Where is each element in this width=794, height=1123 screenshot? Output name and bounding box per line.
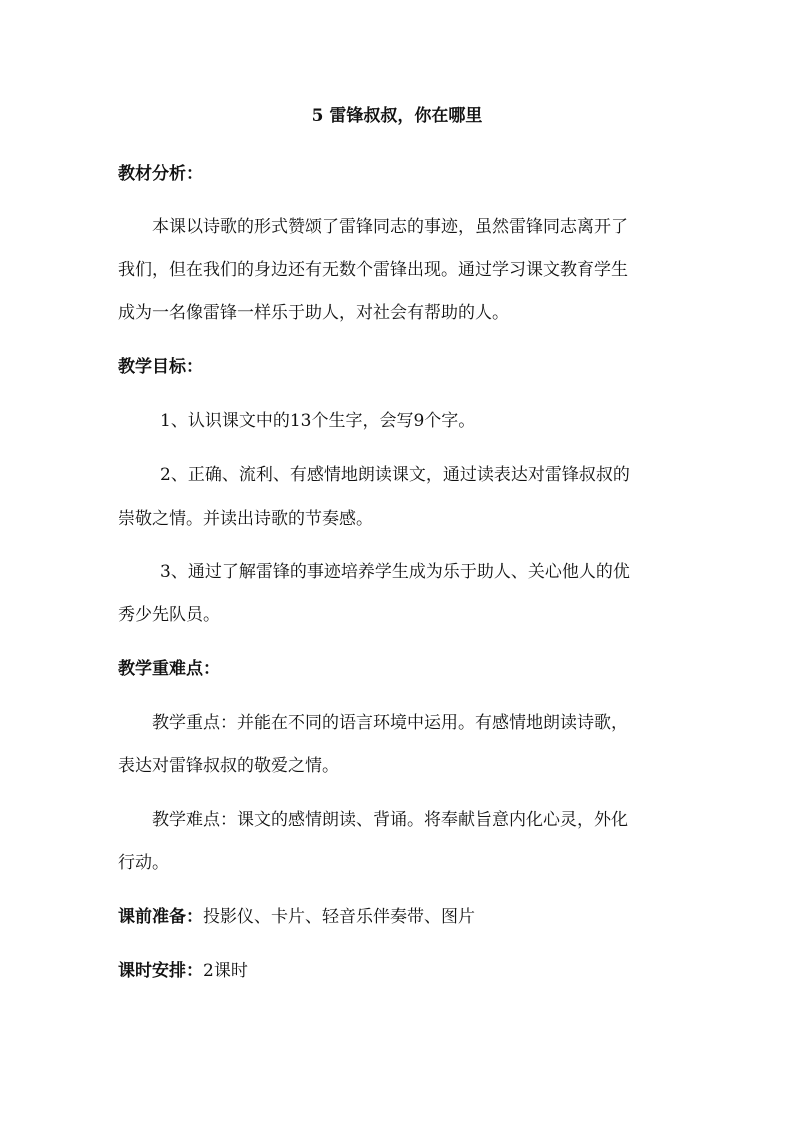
paragraph-line: 我们，但在我们的身边还有无数个雷锋出现。通过学习课文教育学生 [118, 260, 628, 280]
difficulty-line: 教学难点：课文的感情朗读、背诵。将奉献旨意内化心灵，外化 [152, 810, 628, 830]
difficulty-line: 行动。 [118, 853, 169, 873]
page-title: 5 雷锋叔叔，你在哪里 [311, 106, 483, 126]
goal-item-3: 3、通过了解雷锋的事迹培养学生成为乐于助人、关心他人的优 [160, 562, 630, 582]
keypoint-line: 教学重点：并能在不同的语言环境中运用。有感情地朗读诗歌， [152, 713, 628, 733]
goal-item-2-cont: 崇敬之情。并读出诗歌的节奏感。 [118, 509, 373, 529]
prep-value: 投影仪、卡片、轻音乐伴奏带、图片 [203, 907, 475, 927]
goal-item-2: 2、正确、流利、有感情地朗读课文，通过读表达对雷锋叔叔的 [160, 465, 630, 485]
schedule-value: 2课时 [203, 961, 248, 981]
section-heading-analysis: 教材分析： [118, 164, 203, 184]
paragraph-line: 本课以诗歌的形式赞颂了雷锋同志的事迹，虽然雷锋同志离开了 [152, 217, 628, 237]
goal-item-1: 1、认识课文中的13个生字，会写9个字。 [160, 411, 476, 431]
schedule-row [118, 959, 248, 983]
prep-label: 课前准备： [118, 907, 203, 927]
paragraph-line: 成为一名像雷锋一样乐于助人，对社会有帮助的人。 [118, 303, 509, 323]
keypoint-line: 表达对雷锋叔叔的敬爱之情。 [118, 756, 339, 776]
section-heading-goals: 教学目标： [118, 357, 203, 377]
schedule-label: 课时安排： [118, 961, 203, 981]
goal-item-3-cont: 秀少先队员。 [118, 605, 220, 625]
prep-row [118, 905, 475, 929]
section-heading-keypoints: 教学重难点： [118, 659, 220, 679]
